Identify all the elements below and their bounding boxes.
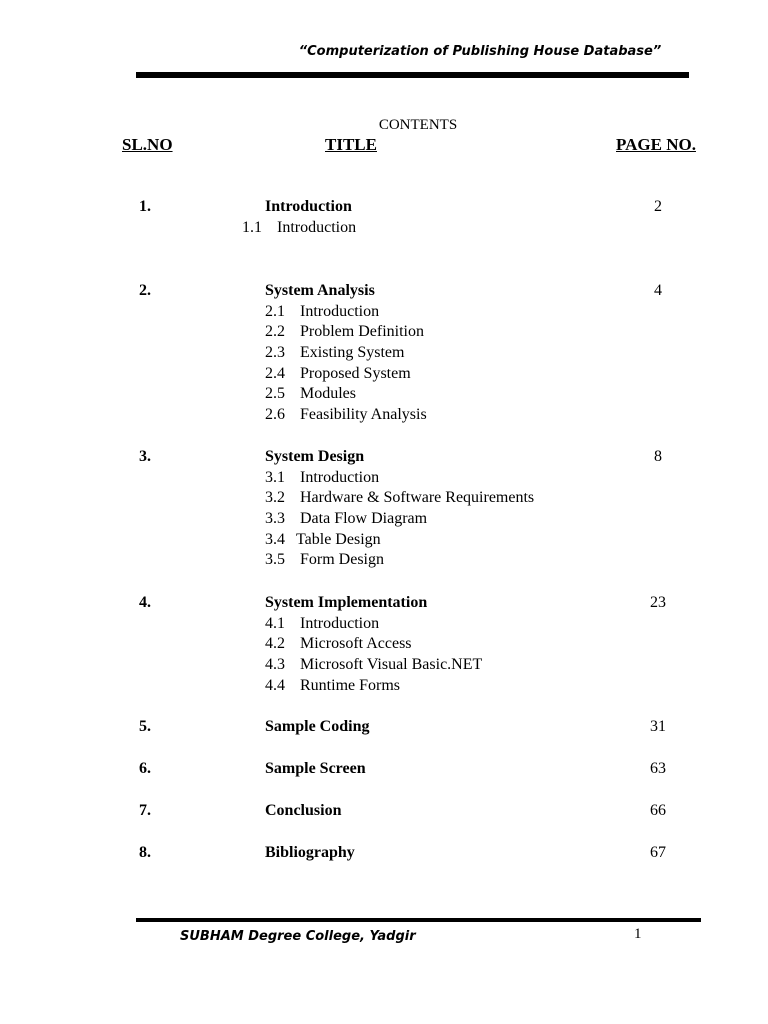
contents-heading: CONTENTS [378,117,458,133]
toc-subsection-label: Modules [300,385,356,403]
toc-subsection-number: 4.2 [265,635,285,653]
toc-subsection-number: 2.5 [265,385,285,403]
toc-entry-page: 8 [654,448,662,465]
toc-entry-title: System Analysis [265,282,375,299]
toc-entry-number: 3. [139,448,151,465]
toc-subsection [265,488,534,509]
toc-subsection-label: Table Design [296,530,381,548]
toc-entry-title: System Implementation [265,594,428,611]
toc-subsection-number: 3.3 [265,510,285,528]
toc-subsection-label: Form Design [300,551,384,569]
toc-entry-page: 4 [654,282,662,299]
toc-subsection-label: Microsoft Visual Basic.NET [300,656,483,674]
toc-entry-title: Conclusion [265,802,342,819]
toc-subsection [265,384,427,405]
header-rule [136,72,689,78]
column-header-page: PAGE NO. [616,135,696,154]
toc-entry-title: System Design [265,448,365,465]
toc-subsection-label: Microsoft Access [300,635,412,653]
toc-subsection-number: 2.4 [265,364,285,382]
toc-subsection-label: Hardware & Software Requirements [300,489,535,507]
toc-subsection [265,614,482,635]
toc-entry-number: 5. [139,718,151,735]
toc-subsection-label: Data Flow Diagram [300,510,428,528]
toc-entry-number: 6. [139,760,151,777]
toc-subsection [265,655,482,676]
toc-subsection-number: 4.4 [265,676,285,694]
toc-subsection-number: 4.3 [265,656,285,674]
toc-subsection [265,405,427,426]
toc-entry-page: 31 [650,718,666,735]
toc-subsection [265,343,427,364]
toc-subsection-label: Problem Definition [300,323,424,341]
toc-subsection [265,322,427,343]
toc-subsection-number: 3.5 [265,551,285,569]
toc-subsection-list [265,468,534,571]
toc-subsection-number: 2.3 [265,344,285,362]
toc-subsection-number: 3.4 [265,530,285,548]
footer-page-number: 1 [634,926,642,942]
toc-entry-number: 8. [139,844,151,861]
toc-subsection [265,509,534,530]
toc-entry-page: 67 [650,844,666,861]
toc-entry-page: 2 [654,198,662,215]
toc-subsection-label: Feasibility Analysis [300,406,427,424]
toc-subsection-number: 4.1 [265,614,285,632]
toc-subsection [242,218,356,239]
column-header-title: TITLE [325,135,377,154]
toc-entry-title: Bibliography [265,844,355,861]
toc-subsection [265,676,482,697]
toc-subsection-number: 3.2 [265,489,285,507]
toc-subsection-label: Introduction [300,614,380,632]
toc-subsection-list [265,614,482,697]
toc-subsection [265,634,482,655]
toc-subsection [265,550,534,571]
footer-college-name: SUBHAM Degree College, Yadgir [180,929,416,944]
toc-subsection [265,530,534,551]
toc-entry-title: Sample Coding [265,718,370,735]
toc-entry-title: Introduction [265,198,352,215]
toc-subsection-label: Runtime Forms [300,676,401,694]
toc-subsection-number: 1.1 [242,218,262,236]
toc-entry-number: 1. [139,198,151,215]
toc-entry-page: 63 [650,760,666,777]
toc-subsection-list [242,218,356,239]
toc-subsection-list [265,302,427,426]
column-header-slno: SL.NO [122,135,173,154]
toc-subsection [265,364,427,385]
toc-entry-title: Sample Screen [265,760,366,777]
toc-subsection [265,302,427,323]
toc-entry-number: 4. [139,594,151,611]
toc-entry-number: 7. [139,802,151,819]
toc-entry-page: 66 [650,802,666,819]
toc-subsection-number: 3.1 [265,468,285,486]
footer-rule [136,918,701,922]
toc-subsection-number: 2.2 [265,323,285,341]
toc-subsection-number: 2.6 [265,406,285,424]
toc-subsection-label: Introduction [300,468,380,486]
toc-entry-page: 23 [650,594,666,611]
toc-entry-number: 2. [139,282,151,299]
toc-subsection-number: 2.1 [265,302,285,320]
toc-subsection-label: Introduction [300,302,380,320]
toc-subsection-label: Introduction [277,218,357,236]
toc-subsection-label: Existing System [300,344,405,362]
toc-subsection [265,468,534,489]
toc-subsection-label: Proposed System [300,364,411,382]
running-header: “Computerization of Publishing House Database” [298,44,662,59]
